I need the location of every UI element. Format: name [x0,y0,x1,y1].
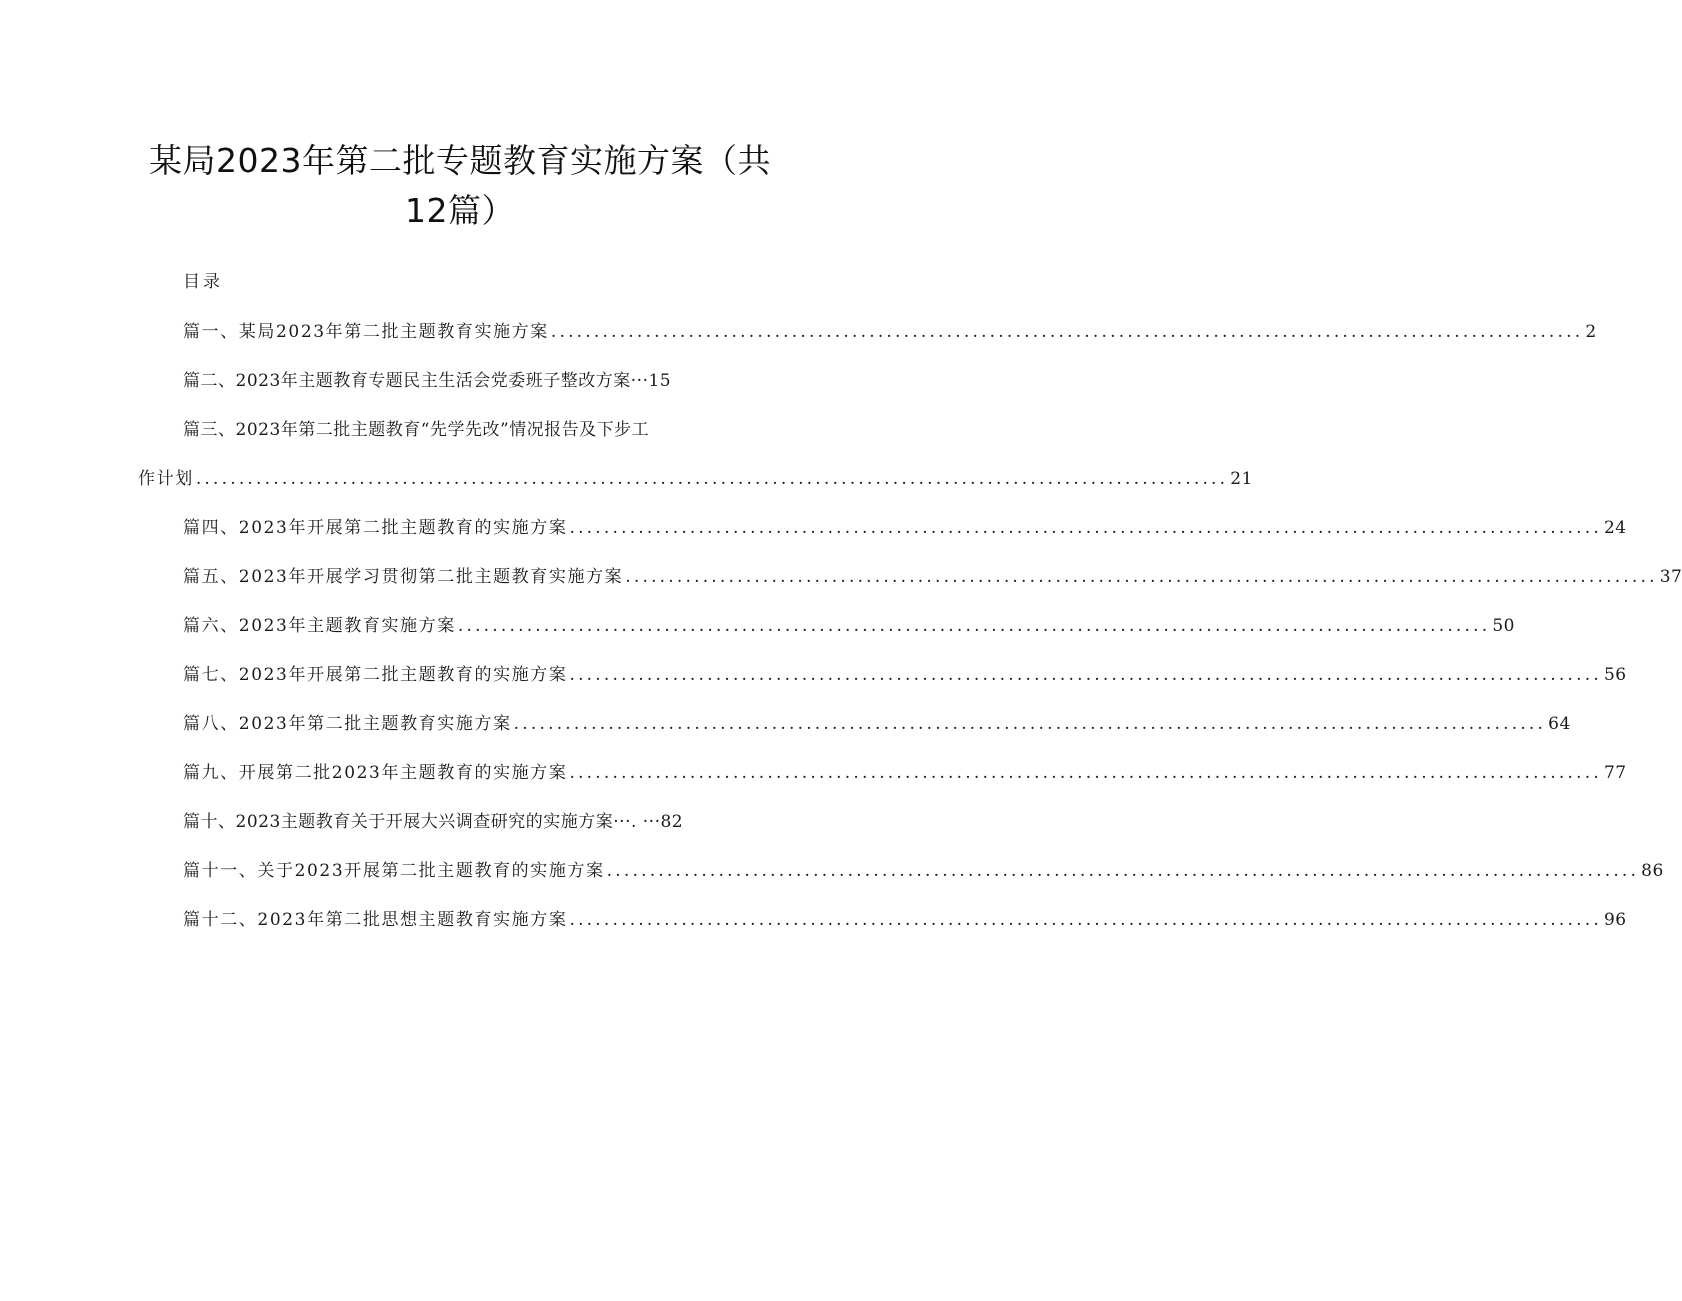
toc-page-number: 86 [1641,861,1664,881]
toc-leader-dots [456,612,1490,640]
toc-entry-8[interactable] [183,710,1571,738]
toc-entry-5[interactable] [183,563,1682,591]
toc-entry-12[interactable] [183,906,1627,934]
toc-leader-dots [194,465,1228,493]
toc-leader-dots [605,857,1639,885]
toc-page-number: 37 [1659,567,1682,587]
toc-leader-dots [567,906,1601,934]
toc-page-number: 64 [1548,714,1571,734]
toc-entry-title: 篇十二、2023年第二批思想主题教育实施方案 [183,910,568,930]
toc-entry-title: 篇十一、关于2023开展第二批主题教育的实施方案 [183,861,605,881]
toc-entry-title: 篇七、2023年开展第二批主题教育的实施方案 [183,665,568,685]
toc-leader-dots [512,710,1546,738]
toc-page-number: 56 [1603,665,1627,685]
toc-page-number: 96 [1603,910,1627,930]
toc-entry-11[interactable] [183,857,1664,885]
toc-entry-title: 篇十、2023主题教育关于开展大兴调查研究的实施方案···. ···82 [183,812,684,832]
toc-entry-title: 篇二、2023年主题教育专题民主生活会党委班子整改方案···15 [183,371,672,391]
toc-entry-title: 篇九、开展第二批2023年主题教育的实施方案 [183,763,568,783]
toc-entry-title: 篇四、2023年开展第二批主题教育的实施方案 [183,518,568,538]
toc-page-number: 2 [1585,322,1597,342]
toc-entry-title: 篇八、2023年第二批主题教育实施方案 [183,714,512,734]
toc-entry-7[interactable] [183,661,1627,689]
toc-entry-title-continued: 作计划 [138,469,194,489]
toc-entry-6[interactable] [183,612,1515,640]
toc-leader-dots [623,563,1657,591]
toc-entry-10[interactable] [183,808,777,836]
toc-page-number: 77 [1603,763,1627,783]
toc-entry-title: 篇一、某局2023年第二批主题教育实施方案 [183,322,549,342]
toc-leader-dots [549,318,1583,346]
toc-page-number: 50 [1492,616,1515,636]
toc-leader-dots [567,759,1601,787]
toc-entry-9[interactable] [183,759,1627,787]
toc-page-number: 24 [1603,518,1627,538]
toc-entry-title: 篇五、2023年开展学习贯彻第二批主题教育实施方案 [183,567,624,587]
toc-entry-2[interactable] [183,367,777,395]
toc-entry-4[interactable] [183,514,1627,542]
toc-entry-3-continued[interactable] [138,465,1253,493]
toc-entry-title: 篇六、2023年主题教育实施方案 [183,616,456,636]
toc-entry-1[interactable] [183,318,1597,346]
toc-page-number: 21 [1230,469,1253,489]
document-title-line-1: 某局2023年第二批专题教育实施方案（共 [149,141,771,180]
toc-heading: 目录 [183,272,223,292]
document-title-line-2: 12篇） [405,191,515,230]
toc-leader-dots [567,514,1601,542]
toc-entry-3[interactable] [183,416,777,444]
toc-leader-dots [567,661,1601,689]
toc-entry-title: 篇三、2023年第二批主题教育“先学先改”情况报告及下步工 [183,420,650,440]
